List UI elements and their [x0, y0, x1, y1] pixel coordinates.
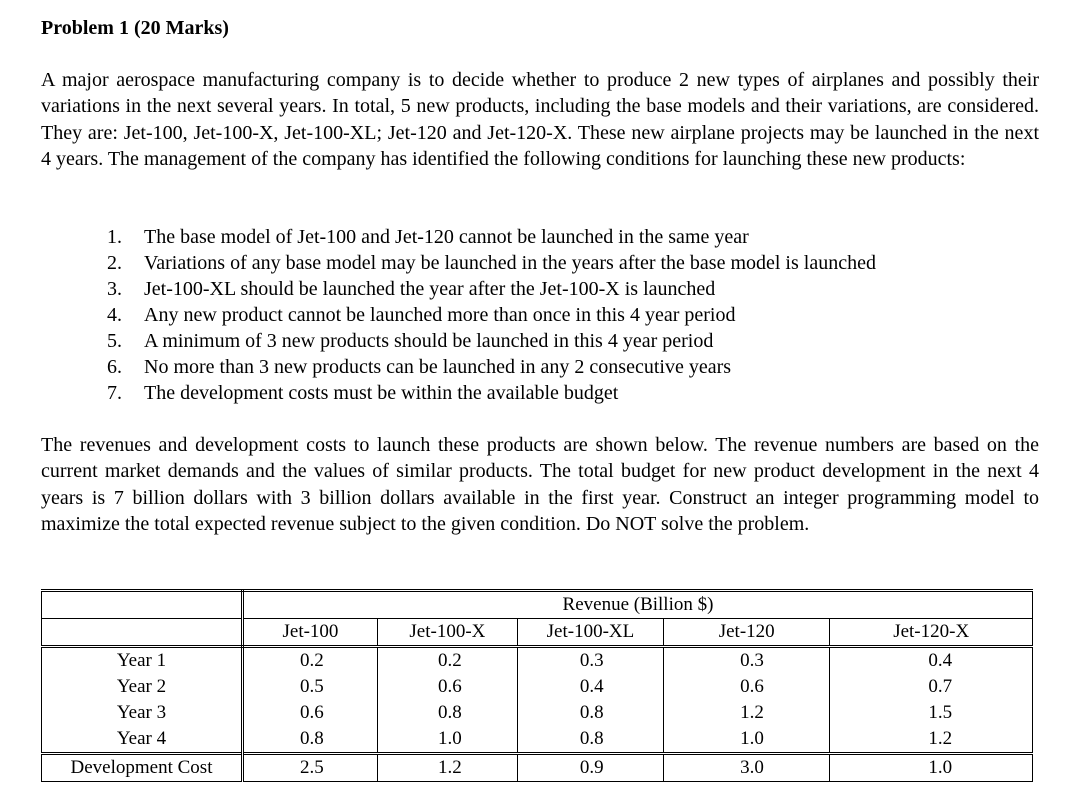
condition-text: A minimum of 3 new products should be launched in this 4 year period	[144, 330, 714, 352]
table-row	[42, 674, 1033, 700]
condition-text: Variations of any base model may be launched in the years after the base model is launched	[144, 252, 876, 274]
table-cell: 1.2	[664, 700, 830, 726]
table-cell: 0.8	[377, 700, 517, 726]
conditions-list	[107, 224, 876, 406]
revenue-cost-table	[41, 589, 1033, 782]
condition-number: 6.	[107, 356, 122, 378]
table-cell: 0.8	[243, 726, 378, 754]
condition-text: Any new product cannot be launched more than once in this 4 year period	[144, 304, 736, 326]
condition-text: Jet-100-XL should be launched the year after the Jet-100-X is launched	[144, 278, 716, 300]
table-row	[42, 700, 1033, 726]
condition-number: 3.	[107, 278, 122, 300]
table-cell: 0.9	[517, 754, 663, 782]
table-cell: 0.4	[517, 674, 663, 700]
table-cell: 3.0	[664, 754, 830, 782]
condition-number: 7.	[107, 382, 122, 404]
column-header: Jet-120-X	[830, 619, 1033, 647]
table-cell: 0.6	[377, 674, 517, 700]
condition-item	[107, 276, 876, 302]
table-cell: 0.4	[830, 647, 1033, 675]
table-cell: 1.0	[664, 726, 830, 754]
column-header: Jet-100-XL	[517, 619, 663, 647]
row-label: Development Cost	[42, 754, 243, 782]
condition-item	[107, 380, 876, 406]
column-header: Jet-100	[243, 619, 378, 647]
table-row	[42, 647, 1033, 675]
revenue-group-header: Revenue (Billion $)	[243, 591, 1033, 619]
table-cell: 0.6	[664, 674, 830, 700]
table-cell: 0.8	[517, 726, 663, 754]
table-cell: 0.6	[243, 700, 378, 726]
condition-item	[107, 302, 876, 328]
condition-item	[107, 224, 876, 250]
column-header: Jet-120	[664, 619, 830, 647]
condition-text: No more than 3 new products can be launched in any 2 consecutive years	[144, 356, 732, 378]
table-row	[42, 726, 1033, 754]
table-cell: 1.5	[830, 700, 1033, 726]
table-cell: 0.3	[664, 647, 830, 675]
condition-text: The development costs must be within the available budget	[144, 382, 619, 404]
condition-number: 1.	[107, 226, 122, 248]
intro-paragraph: A major aerospace manufacturing company is to decide whether to produce 2 new types of airplanes and possibly their variations in the next several years. In total, 5 new products, including the base models and their variations, are considered. They are: Jet-100, Jet-100-X, Jet-100-XL; Jet-120 and Jet-120-X. These new airplane projects may be launched in the next 4 years. The management of the company has identified the following conditions for launching these new products:	[41, 69, 1039, 170]
row-label: Year 2	[42, 674, 243, 700]
condition-item	[107, 354, 876, 380]
table-cell: 1.2	[377, 754, 517, 782]
condition-item	[107, 250, 876, 276]
condition-number: 4.	[107, 304, 122, 326]
table-cell: 0.7	[830, 674, 1033, 700]
table-cell: 1.0	[830, 754, 1033, 782]
table-cell: 2.5	[243, 754, 378, 782]
condition-number: 5.	[107, 330, 122, 352]
table-cell: 1.2	[830, 726, 1033, 754]
table-cell: 0.2	[377, 647, 517, 675]
condition-number: 2.	[107, 252, 122, 274]
problem-title: Problem 1 (20 Marks)	[41, 17, 229, 39]
table-cell: 0.2	[243, 647, 378, 675]
table-cell: 0.3	[517, 647, 663, 675]
table-corner-cell	[42, 619, 243, 647]
row-label: Year 4	[42, 726, 243, 754]
table-corner-cell	[42, 591, 243, 619]
table-cell: 1.0	[377, 726, 517, 754]
column-header: Jet-100-X	[377, 619, 517, 647]
row-label: Year 3	[42, 700, 243, 726]
revenue-paragraph: The revenues and development costs to launch these products are shown below. The revenue numbers are based on the current market demands and the values of similar products. The total budget for new product development in the next 4 years is 7 billion dollars with 3 billion dollars available in the first year. Construct an integer programming model to maximize the total expected revenue subject to the given condition. Do NOT solve the problem.	[41, 434, 1039, 535]
table-group-header-row	[42, 591, 1033, 619]
condition-item	[107, 328, 876, 354]
table-cell: 0.8	[517, 700, 663, 726]
row-label: Year 1	[42, 647, 243, 675]
condition-text: The base model of Jet-100 and Jet-120 cannot be launched in the same year	[144, 226, 749, 248]
table-column-header-row	[42, 619, 1033, 647]
table-cell: 0.5	[243, 674, 378, 700]
development-cost-row	[42, 754, 1033, 782]
